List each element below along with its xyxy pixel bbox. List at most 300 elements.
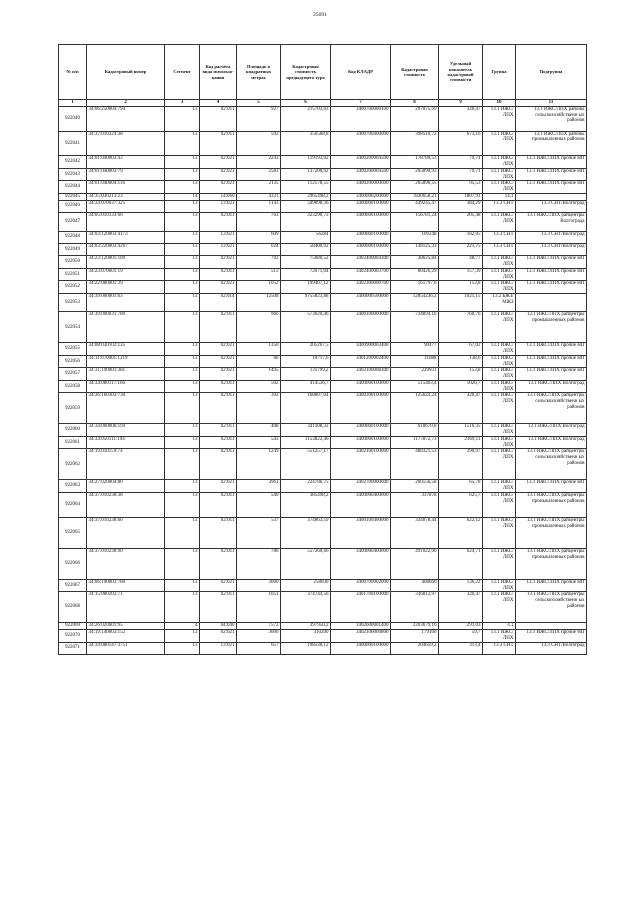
row-number-cell: 922071 (59, 642, 87, 654)
cadastral-cost-cell: 297075,69 (391, 106, 439, 131)
header-cell: Площадь в квадратных метрах (237, 45, 281, 100)
subgroup-cell: 13.1 ИЖС/ЛПХ райцентры сельскохозяйственн ых районов (516, 592, 587, 623)
column-number: 5 (237, 100, 281, 107)
table-row (59, 630, 587, 643)
previous-cost-cell: 310200 (281, 630, 331, 643)
table-row (59, 293, 587, 312)
cadastral-number-cell: 34:37:010238:66 (87, 517, 165, 548)
group-cell: 13.1 ИЖС/ЛПХ (483, 281, 516, 294)
area-cell: 12508 (237, 293, 281, 312)
segment-cell: 13 (165, 642, 200, 654)
segment-cell: 13 (165, 380, 200, 393)
group-cell: 13.1 ИЖС/ЛПХ (483, 393, 516, 424)
kladr-code-cell: 3402100000800 (331, 630, 391, 643)
cadastral-number-cell: 34:03:120003:4173 (87, 231, 165, 243)
cadastral-cost-cell: 109248 (391, 231, 439, 243)
header-cell: Кадастровая стоимость (391, 45, 439, 100)
previous-cost-cell: 258030 (281, 579, 331, 592)
segment-cell: 13 (165, 579, 200, 592)
column-number: 2 (87, 100, 165, 107)
cadastral-cost-cell: 205896,55 (391, 181, 439, 194)
area-cell: 537 (237, 517, 281, 548)
segment-cell: 4 (165, 623, 200, 630)
use-code-cell: 02:011 (200, 393, 237, 424)
header-row (59, 45, 587, 100)
previous-cost-cell: 385498,2 (281, 492, 331, 517)
use-code-cell: 02:021 (200, 630, 237, 643)
table-row (59, 517, 587, 548)
use-code-cell: 02:011 (200, 106, 237, 131)
group-cell: 13.1 ИЖС/ЛПХ (483, 517, 516, 548)
column-number: 9 (439, 100, 483, 107)
kladr-code-cell: 3400200004500 (331, 156, 391, 169)
area-cell: 543 (237, 436, 281, 449)
use-code-cell: 02:011 (200, 517, 237, 548)
row-number-cell: 922042 (59, 156, 87, 169)
area-cell: 763 (237, 212, 281, 231)
row-number-cell: 922054 (59, 312, 87, 343)
group-cell: 4.1 (483, 623, 516, 630)
subgroup-cell: 13.1 ИЖС/ЛПХ прочие НП (516, 355, 587, 368)
specific-cost-cell: 1021,15 (439, 293, 483, 312)
header-cell: Код расчёта вида использо-вания (200, 45, 237, 100)
cadastral-cost-cell: 138125,33 (391, 243, 439, 255)
column-number: 11 (516, 100, 587, 107)
row-number-cell: 922050 (59, 256, 87, 269)
row-number-cell: 922070 (59, 630, 87, 643)
subgroup-cell: 13.1 ИЖС/ЛПХ прочие НП (516, 368, 587, 381)
row-number-cell: 922059 (59, 393, 87, 424)
specific-cost-cell: 205,48 (439, 212, 483, 231)
segment-cell: 13 (165, 449, 200, 480)
row-number-cell: 922065 (59, 517, 87, 548)
kladr-code-cell: 3402700000600 (331, 480, 391, 493)
specific-cost-cell: 67,02 (439, 343, 483, 356)
previous-cost-cell: 1153822,46 (281, 436, 331, 449)
use-code-cell: 02:021 (200, 181, 237, 194)
subgroup-cell: 13.1 ИЖС/ЛПХ прочие НП (516, 156, 587, 169)
use-code-cell: 02:021 (200, 355, 237, 368)
use-code-cell: 02:011 (200, 212, 237, 231)
area-cell: 1143 (237, 200, 281, 212)
segment-cell: 13 (165, 424, 200, 437)
kladr-code-cell: 3401700100000 (331, 592, 391, 623)
table-row (59, 106, 587, 131)
row-number-cell: 922064 (59, 492, 87, 517)
table-row (59, 231, 587, 243)
area-cell: 502 (237, 380, 281, 393)
previous-cost-cell: 414536,7 (281, 380, 331, 393)
kladr-code-cell: 3400700000100 (331, 106, 391, 131)
previous-cost-cell: 341308,32 (281, 424, 331, 437)
subgroup-cell: 13.1 ИЖС/ЛПХ райцентры сельскохозяйственн ых районов (516, 449, 587, 480)
kladr-code-cell: 3400100000000 (331, 312, 391, 343)
row-number-cell: 922045 (59, 193, 87, 200)
row-number-cell: 922067 (59, 579, 87, 592)
subgroup-cell: 13.3 СНТ/Волгоград (516, 243, 587, 255)
use-code-cell: 02:011 (200, 268, 237, 281)
area-cell: 966 (237, 312, 281, 343)
use-code-cell: 02:011 (200, 312, 237, 343)
row-number-cell: 922068 (59, 592, 87, 623)
specific-cost-cell: 320,47 (439, 393, 483, 424)
previous-cost-cell: 137200,62 (281, 168, 331, 181)
cadastral-number-cell: 34:01:040003:79 (87, 168, 165, 181)
cadastral-cost-cell: 439245,47 (391, 200, 439, 212)
kladr-code-cell: 3402100100000 (331, 449, 391, 480)
subgroup-cell: 13.3 СНТ/Волгоград (516, 231, 587, 243)
column-number: 6 (281, 100, 331, 107)
cadastral-cost-cell: 408660 (391, 579, 439, 592)
subgroup-cell: 13.1 ИЖС/ЛПХ Волгоград (516, 380, 587, 393)
specific-cost-cell: 1516,35 (439, 424, 483, 437)
specific-cost-cell: 291,03 (439, 623, 483, 630)
area-cell: 408 (237, 424, 281, 437)
kladr-code-cell: 3400000200000 (331, 193, 391, 200)
cadastral-cost-cell: 260556,58 (391, 480, 439, 493)
table-body (59, 106, 587, 654)
area-cell: 3000 (237, 579, 281, 592)
cadastral-table (58, 44, 587, 655)
table-row (59, 424, 587, 437)
cadastral-number-cell: 34:01:040003:43 (87, 156, 165, 169)
cadastral-cost-cell: 178789,53 (391, 156, 439, 169)
kladr-code-cell: 3400000100000 (331, 436, 391, 449)
group-cell: 13.1 ИЖС/ЛПХ (483, 106, 516, 131)
group-cell: 13.1 ИЖС/ЛПХ (483, 480, 516, 493)
table-row (59, 243, 587, 255)
use-code-cell: 02:021 (200, 368, 237, 381)
previous-cost-cell: 10717,6 (281, 355, 331, 368)
subgroup-cell: 13.1 ИЖС/ЛПХ прочие НП (516, 630, 587, 643)
kladr-code-cell: 3400000100000 (331, 231, 391, 243)
use-code-cell: 02:011 (200, 380, 237, 393)
table-row (59, 393, 587, 424)
table-row (59, 193, 587, 200)
row-number-cell: 922053 (59, 293, 87, 312)
previous-cost-cell: 374863,59 (281, 517, 331, 548)
header-cell: Группа (483, 45, 516, 100)
cadastral-number-cell: 34:08:030102:135 (87, 343, 165, 356)
area-cell: 2583 (237, 168, 281, 181)
segment-cell: 13 (165, 293, 200, 312)
specific-cost-cell: 153,8 (439, 368, 483, 381)
cadastral-number-cell: 34:35:030213:23 (87, 193, 165, 200)
row-number-cell: 922062 (59, 449, 87, 480)
row-number-cell: 922051 (59, 268, 87, 281)
table-row (59, 592, 587, 623)
area-cell: 1350 (237, 343, 281, 356)
kladr-code-cell: 3400900003400 (331, 343, 391, 356)
cadastral-number-cell: 34:06:190003:780 (87, 579, 165, 592)
group-cell: 13.1 ИЖС/ЛПХ (483, 256, 516, 269)
area-cell: 80 (237, 355, 281, 368)
area-cell: 786 (237, 548, 281, 579)
use-code-cell: 02:011 (200, 436, 237, 449)
column-number: 1 (59, 100, 87, 107)
row-number-cell: 922057 (59, 368, 87, 381)
table-row (59, 579, 587, 592)
segment-cell: 13 (165, 548, 200, 579)
kladr-code-cell: 3400000100000 (331, 380, 391, 393)
page-number: 25091 (313, 12, 327, 18)
cadastral-number-cell: 34:31:190001:381 (87, 368, 165, 381)
cadastral-cost-cell: 38625,84 (391, 256, 439, 269)
kladr-code-cell: 3400000400000 (331, 548, 391, 579)
cadastral-cost-cell: 336813,97 (391, 592, 439, 623)
cadastral-number-cell: 34:11:070001:1319 (87, 355, 165, 368)
cadastral-number-cell: 34:37:010238:38 (87, 492, 165, 517)
cadastral-number-cell: 34:23:070001:19 (87, 268, 165, 281)
group-cell: 13.2 БЖЗ/МЖЗ (483, 293, 516, 312)
table-row (59, 480, 587, 493)
cadastral-number-cell: 34:34:080117:166 (87, 380, 165, 393)
cadastral-cost-cell: 1177872,73 (391, 436, 439, 449)
area-cell: 540 (237, 492, 281, 517)
kladr-code-cell: 3400300100000 (331, 393, 391, 424)
use-code-cell: 02:021 (200, 168, 237, 181)
previous-cost-cell: 374744,56 (281, 592, 331, 623)
kladr-code-cell: 3402600001400 (331, 623, 391, 630)
segment-cell: 13 (165, 480, 200, 493)
cadastral-number-cell: 34:19:140003:152 (87, 630, 165, 643)
specific-cost-cell: 79,71 (439, 168, 483, 181)
cadastral-cost-cell: 337878 (391, 492, 439, 517)
segment-cell: 13 (165, 268, 200, 281)
group-cell: 13.1 ИЖС/ЛПХ (483, 630, 516, 643)
group-cell: 13.1 ИЖС/ЛПХ (483, 579, 516, 592)
cadastral-number-cell: 34:19:010159:74 (87, 449, 165, 480)
cadastral-cost-cell: 734894,16 (391, 312, 439, 343)
cadastral-number-cell: 34:22:080001:39 (87, 281, 165, 294)
row-number-cell: 922046 (59, 200, 87, 212)
area-cell: 3000 (237, 630, 281, 643)
subgroup-cell (516, 293, 587, 312)
kladr-code-cell: 3400100400000 (331, 517, 391, 548)
kladr-code-cell: 3400000500000 (331, 293, 391, 312)
specific-cost-cell: 153,8 (439, 281, 483, 294)
use-code-cell: 02:011 (200, 449, 237, 480)
area-cell: 592 (237, 131, 281, 156)
subgroup-cell: 13.1 ИЖС/ЛПХ Волгоград (516, 436, 587, 449)
row-number-cell: 922040 (59, 106, 87, 131)
row-number-cell: 922052 (59, 281, 87, 294)
cadastral-cost-cell: 11088 (391, 355, 439, 368)
specific-cost-cell: 673,16 (439, 131, 483, 156)
previous-cost-cell: 509898,36 (281, 200, 331, 212)
row-number-cell: 922056 (59, 355, 87, 368)
subgroup-cell: 13.3 СНТ/Волгоград (516, 200, 587, 212)
kladr-code-cell: 3400200000600 (331, 181, 391, 194)
group-cell: 13.1 ИЖС/ЛПХ (483, 380, 516, 393)
group-cell: 13.1 ИЖС/ЛПХ (483, 424, 516, 437)
cadastral-cost-cell: 12854236,2 (391, 293, 439, 312)
kladr-code-cell: 3400000400000 (331, 492, 391, 517)
previous-cost-cell: 557360,66 (281, 548, 331, 579)
specific-cost-cell: 79,71 (439, 156, 483, 169)
use-code-cell: 02:021 (200, 156, 237, 169)
kladr-code-cell: 3400600100000 (331, 212, 391, 231)
area-cell: 2135 (237, 181, 281, 194)
row-number-cell: 922055 (59, 343, 87, 356)
kladr-code-cell: 3400000100000 (331, 424, 391, 437)
segment-cell: 13 (165, 168, 200, 181)
subgroup-cell: 13.1 ИЖС/ЛПХ прочие НП (516, 168, 587, 181)
segment-cell: 13 (165, 343, 200, 356)
area-cell: 609 (237, 231, 281, 243)
group-cell: 13.1 ИЖС/ЛПХ (483, 156, 516, 169)
previous-cost-cell: 58400,02 (281, 243, 331, 255)
row-number-cell: 922047 (59, 212, 87, 231)
segment-cell: 13 (165, 368, 200, 381)
group-cell: 13.1 ИЖС/ЛПХ (483, 592, 516, 623)
kladr-code-cell: 3402400004300 (331, 256, 391, 269)
header-cell: Сегмент (165, 45, 200, 100)
table-row (59, 368, 587, 381)
specific-cost-cell: 390,97 (439, 449, 483, 480)
use-code-cell: 02:011 (200, 492, 237, 517)
segment-cell: 13 (165, 231, 200, 243)
use-code-cell: 13:021 (200, 243, 237, 255)
previous-cost-cell: 198538,12 (281, 642, 331, 654)
segment-cell: 13 (165, 181, 200, 194)
group-cell: 13.3 СНТ (483, 200, 516, 212)
previous-cost-cell: 75080,52 (281, 256, 331, 269)
use-code-cell: 02:011 (200, 548, 237, 579)
table-row (59, 449, 587, 480)
cadastral-cost-cell: 90477 (391, 343, 439, 356)
cadastral-cost-cell: 618670,8 (391, 424, 439, 437)
area-cell: 657 (237, 642, 281, 654)
use-code-cell: 02:021 (200, 281, 237, 294)
cadastral-cost-cell: 179100 (391, 630, 439, 643)
cadastral-number-cell: 34:37:010238:90 (87, 548, 165, 579)
specific-cost-cell: 313,4 (439, 642, 483, 654)
segment-cell: 13 (165, 131, 200, 156)
specific-cost-cell: 384,29 (439, 200, 483, 212)
use-code-cell: 02:021 (200, 343, 237, 356)
group-cell: 13.1 ИЖС/ЛПХ (483, 131, 516, 156)
cadastral-cost-cell: 7830658,21 (391, 193, 439, 200)
subgroup-cell: 13.1 ИЖС/ЛПХ райцентры промышленных районов (516, 492, 587, 517)
row-number-cell: 922043 (59, 168, 87, 181)
previous-cost-cell: 9755823,88 (281, 293, 331, 312)
group-cell: 13.1 ИЖС/ЛПХ (483, 368, 516, 381)
group-cell: 13.3 СНТ (483, 231, 516, 243)
header-cell: Кадастровая стоимость предыдущего тура (281, 45, 331, 100)
header-cell: Код КЛАДР (331, 45, 391, 100)
segment-cell: 13 (165, 492, 200, 517)
use-code-cell: 02:021 (200, 480, 237, 493)
group-cell: 13.1 ИЖС/ЛПХ (483, 312, 516, 343)
group-cell: 13.1 ИЖС/ЛПХ (483, 492, 516, 517)
previous-cost-cell: 119193,02 (281, 156, 331, 169)
segment-cell: 13 (165, 281, 200, 294)
subgroup-cell (516, 623, 587, 630)
subgroup-cell: 13.1 ИЖС/ЛПХ прочие НП (516, 268, 587, 281)
area-cell: 2243 (237, 156, 281, 169)
segment-cell: 13 (165, 243, 200, 255)
subgroup-cell: 13.1 ИЖС/ЛПХ райцентры промышленных районов (516, 517, 587, 548)
subgroup-cell: 13.1 ИЖС/ЛПХ прочие НП (516, 256, 587, 269)
segment-cell: 13 (165, 200, 200, 212)
group-cell: 13.1 ИЖС/ЛПХ (483, 168, 516, 181)
specific-cost-cell: 157,39 (439, 268, 483, 281)
cadastral-number-cell: 34:03:220003:4267 (87, 243, 165, 255)
table-row (59, 548, 587, 579)
column-number: 10 (483, 100, 516, 107)
previous-cost-cell: 323290,73 (281, 212, 331, 231)
specific-cost-cell: 1807,91 (439, 193, 483, 200)
group-cell: 14.1 (483, 193, 516, 200)
cadastral-number-cell: 34:34:070037:325 (87, 200, 165, 212)
use-code-cell: 04:040 (200, 623, 237, 630)
area-cell: 1052 (237, 281, 281, 294)
use-code-cell: 02:014 (200, 293, 237, 312)
cadastral-number-cell: 34:39:000001:63 (87, 293, 165, 312)
row-number-cell: 922049 (59, 243, 87, 255)
segment-cell: 13 (165, 517, 200, 548)
previous-cost-cell: 551257,17 (281, 449, 331, 480)
previous-cost-cell: 72071,04 (281, 268, 331, 281)
subgroup-cell (516, 193, 587, 200)
kladr-code-cell: 3400000100000 (331, 642, 391, 654)
subgroup-cell: 13.1 ИЖС/ЛПХ райцентры Волгограда (516, 212, 587, 231)
row-number-cell: 922048 (59, 231, 87, 243)
group-cell: 13.3 СНТ (483, 642, 516, 654)
kladr-code-cell: 3402400003700 (331, 268, 391, 281)
previous-cost-cell: 168807,04 (281, 393, 331, 424)
cadastral-cost-cell: 204659,2 (391, 642, 439, 654)
area-cell: 392 (237, 393, 281, 424)
specific-cost-cell: 1026,7 (439, 380, 483, 393)
table-row (59, 343, 587, 356)
specific-cost-cell: 624,71 (439, 548, 483, 579)
cadastral-cost-cell: 334078,44 (391, 517, 439, 548)
table-row (59, 642, 587, 654)
kladr-code-cell: 3400700400000 (331, 131, 391, 156)
specific-cost-cell: 320,47 (439, 106, 483, 131)
cadastral-number-cell: 34:34:060006:194 (87, 424, 165, 437)
cadastral-number-cell: 34:05:010133:66 (87, 212, 165, 231)
column-number: 4 (200, 100, 237, 107)
row-number-cell: 922058 (59, 380, 87, 393)
use-code-cell: 14:060 (200, 193, 237, 200)
area-cell: 4331 (237, 193, 281, 200)
specific-cost-cell: 760,76 (439, 312, 483, 343)
segment-cell: 13 (165, 106, 200, 131)
previous-cost-cell: 199407,12 (281, 281, 331, 294)
cadastral-number-cell: 34:06:250004:794 (87, 106, 165, 131)
use-code-cell: 02:021 (200, 256, 237, 269)
segment-cell: 13 (165, 156, 200, 169)
cadastral-number-cell: 34:39:000031:789 (87, 312, 165, 343)
specific-cost-cell: 320,47 (439, 592, 483, 623)
segment-cell: 14 (165, 193, 200, 200)
table-row (59, 168, 587, 181)
cadastral-number-cell: 34:27:020004:80 (87, 480, 165, 493)
cadastral-cost-cell: 205890,93 (391, 168, 439, 181)
row-number-cell: 922061 (59, 436, 87, 449)
cadastral-cost-cell: 515403,4 (391, 380, 439, 393)
area-cell: 624 (237, 243, 281, 255)
previous-cost-cell: 573620,46 (281, 312, 331, 343)
specific-cost-cell: 138,6 (439, 355, 483, 368)
cadastral-number-cell: 34:26:020601:95 (87, 623, 165, 630)
group-cell: 13.1 ИЖС/ЛПХ (483, 343, 516, 356)
specific-cost-cell: 622,12 (439, 517, 483, 548)
table-row (59, 131, 587, 156)
